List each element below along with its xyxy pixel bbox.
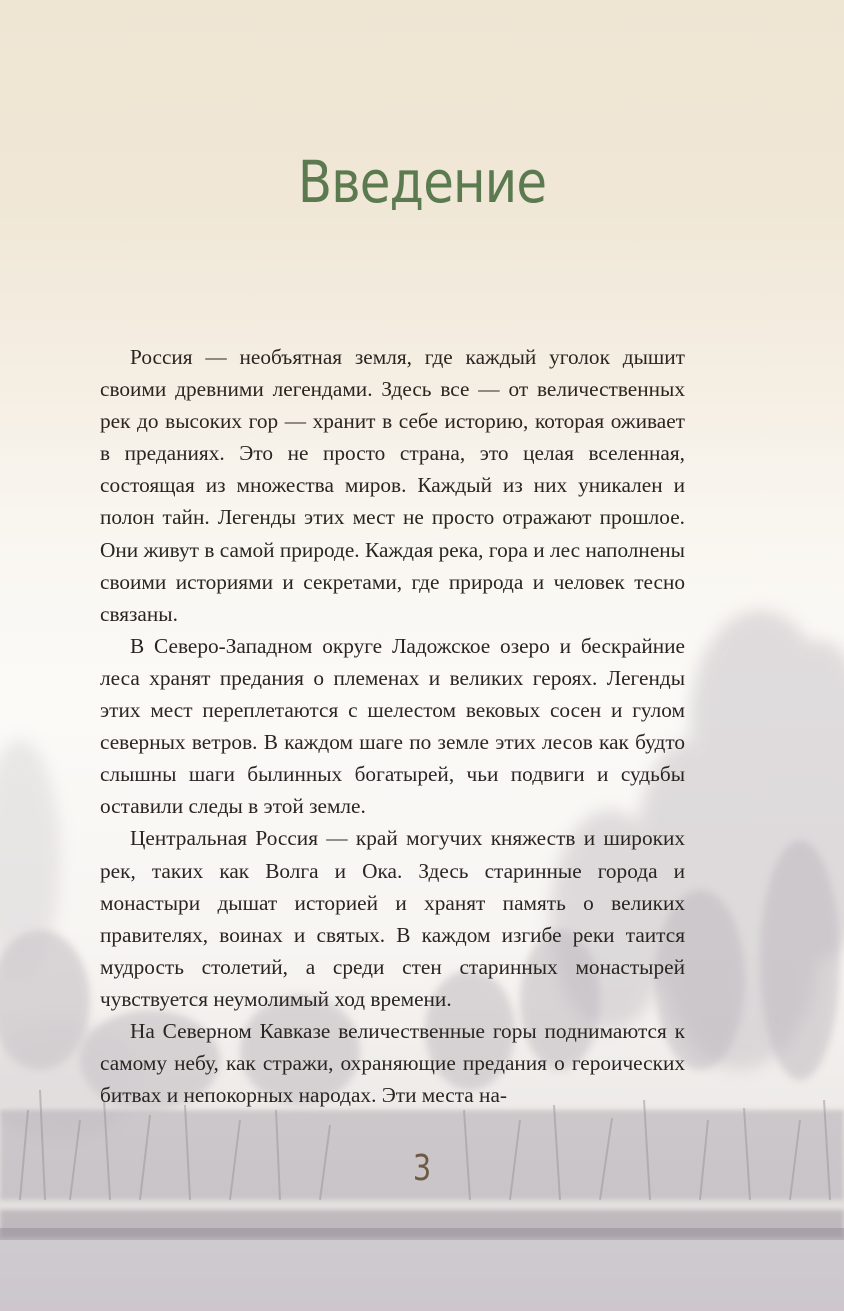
paragraph: Россия — необъятная земля, где каждый уголок дышит своими древними легендами. Здесь все — от величественных рек до высоких гор — хранит в себе историю, которая оживает в преданиях. Это не просто страна, это целая вселенная, состоящая из множества миров. Каждый из них уникален и полон тайн. Легенды этих мест не просто отражают прошлое. Они живут в самой природе. Каждая река, гора и лес наполнены своими историями и секретами, где природа и человек тесно связаны.	[100, 345, 685, 626]
paragraph: Центральная Россия — край могучих княжеств и широких рек, таких как Волга и Ока. Здесь старинные города и монастыри дышат историей и хранят память о великих правителях, воинах и святых. В каждом изгибе реки таится мудрость столетий, а среди стен старинных монастырей чувствуется неумолимый ход времени.	[100, 826, 685, 1011]
paragraph: На Северном Кавказе величественные горы поднимаются к самому небу, как стражи, охраняющие предания о героических битвах и непокорных народах. Эти места на-	[100, 1018, 685, 1108]
paragraph: В Северо-Западном округе Ладожское озеро и бескрайние леса хранят предания о племенах и великих героях. Легенды этих мест переплетаются с шелестом вековых сосен и гулом северных ветров. В каждом шаге по земле этих лесов как будто слышны шаги былинных богатырей, чьи подвиги и судьбы оставили следы в этой земле.	[100, 633, 685, 819]
chapter-title: Введение	[297, 148, 547, 216]
page-number: 3	[412, 1148, 432, 1189]
body-text	[100, 341, 685, 1111]
river-water	[0, 1210, 844, 1311]
